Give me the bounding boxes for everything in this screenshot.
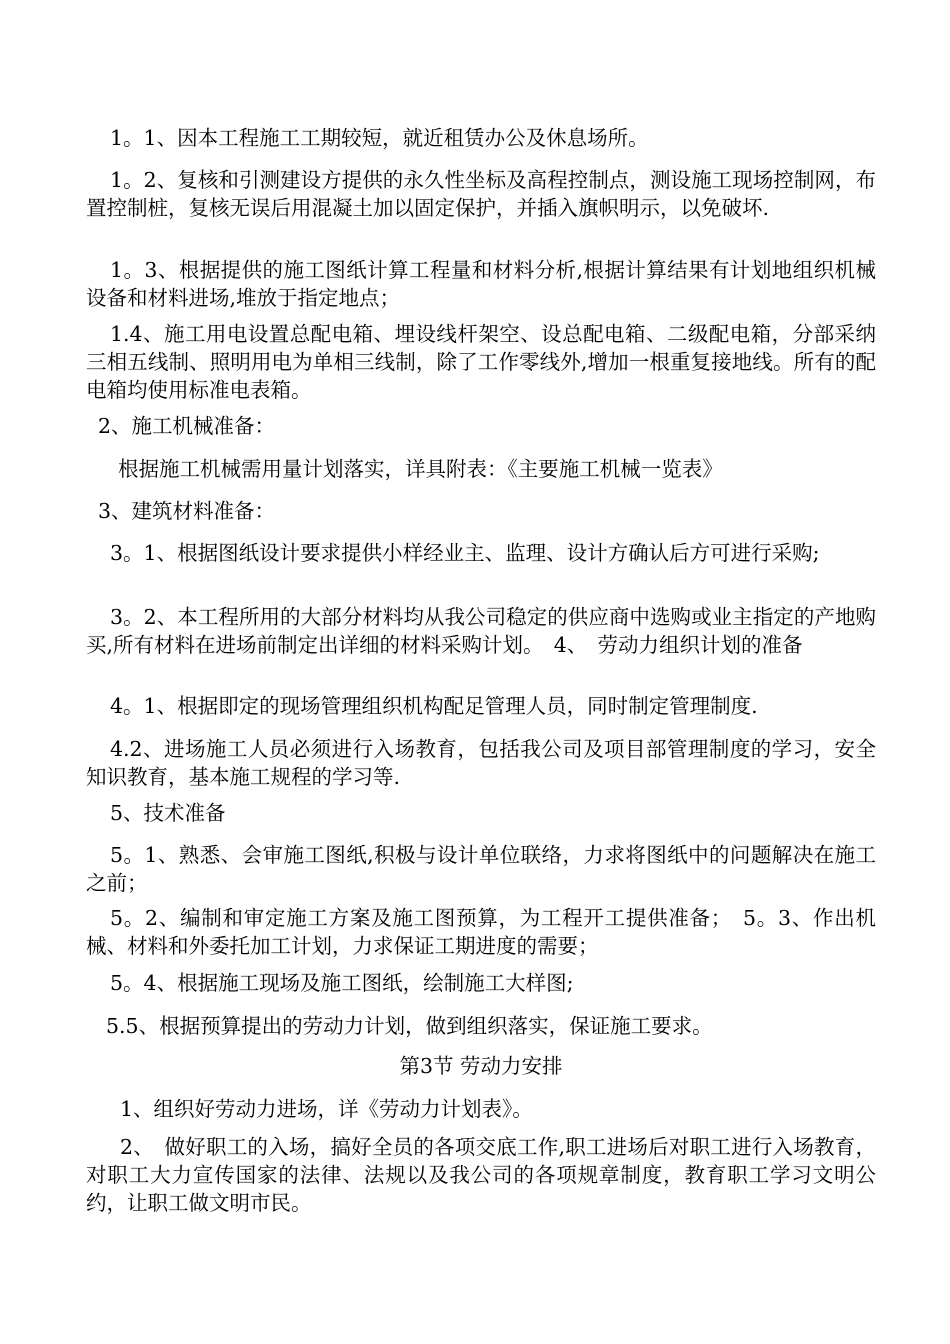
paragraph-5-5: 5.5、根据预算提出的劳动力计划，做到组织落实，保证施工要求。 xyxy=(106,1014,713,1038)
paragraph-3-1: 3。1、根据图纸设计要求提供小样经业主、监理、设计方确认后方可进行采购; xyxy=(110,541,820,565)
section-paragraph-2: 2、 做好职工的入场，搞好全员的各项交底工作,职工进场后对职工进行入场教育，对职工大力宣传国家的法律、法规以及我公司的各项规章制度，教育职工学习文明公约，让职工做文明市民。 xyxy=(86,1135,876,1215)
paragraph-5-1: 5。1、熟悉、会审施工图纸,积极与设计单位联络，力求将图纸中的问题解决在施工之前； xyxy=(86,843,876,895)
paragraph-1-3: 1。3、根据提供的施工图纸计算工程量和材料分析,根据计算结果有计划地组织机械设备和材料进场,堆放于指定地点； xyxy=(86,258,876,310)
paragraph-5-4: 5。4、根据施工现场及施工图纸，绘制施工大样图; xyxy=(110,971,574,995)
paragraph-1-2: 1。2、复核和引测建设方提供的永久性坐标及高程控制点，测设施工现场控制网，布置控制桩，复核无误后用混凝土加以固定保护，并插入旗帜明示，以免破坏. xyxy=(86,168,876,220)
paragraph-5-2: 5。2、编制和审定施工方案及施工图预算，为工程开工提供准备； 5。3、作出机械、材料和外委托加工计划，力求保证工期进度的需要； xyxy=(86,906,876,958)
paragraph-3-heading: 3、建筑材料准备： xyxy=(98,499,276,523)
section-paragraph-1: 1、组织好劳动力进场，详《劳动力计划表》。 xyxy=(120,1097,533,1121)
paragraph-2-heading: 2、施工机械准备： xyxy=(98,414,276,438)
paragraph-5-heading: 5、技术准备 xyxy=(110,801,226,825)
section-heading: 第3节 劳动力安排 xyxy=(399,1054,563,1078)
paragraph-4-2: 4.2、进场施工人员必须进行入场教育，包括我公司及项目部管理制度的学习，安全知识教育，基本施工规程的学习等. xyxy=(86,737,876,789)
paragraph-4-1: 4。1、根据即定的现场管理组织机构配足管理人员，同时制定管理制度. xyxy=(110,694,758,718)
paragraph-1-4: 1.4、施工用电设置总配电箱、埋设线杆架空、设总配电箱、二级配电箱，分部采纳三相五线制、照明用电为单相三线制，除了工作零线外,增加一根重复接地线。所有的配电箱均使用标准电表箱。 xyxy=(86,322,876,402)
paragraph-3-2: 3。2、本工程所用的大部分材料均从我公司稳定的供应商中选购或业主指定的产地购买,所有材料在进场前制定出详细的材料采购计划。 4、 劳动力组织计划的准备 xyxy=(86,605,876,657)
paragraph-1-1: 1。1、因本工程施工工期较短，就近租赁办公及休息场所。 xyxy=(110,126,649,150)
paragraph-2-body: 根据施工机械需用量计划落实，详具附表：《主要施工机械一览表》 xyxy=(118,457,723,481)
